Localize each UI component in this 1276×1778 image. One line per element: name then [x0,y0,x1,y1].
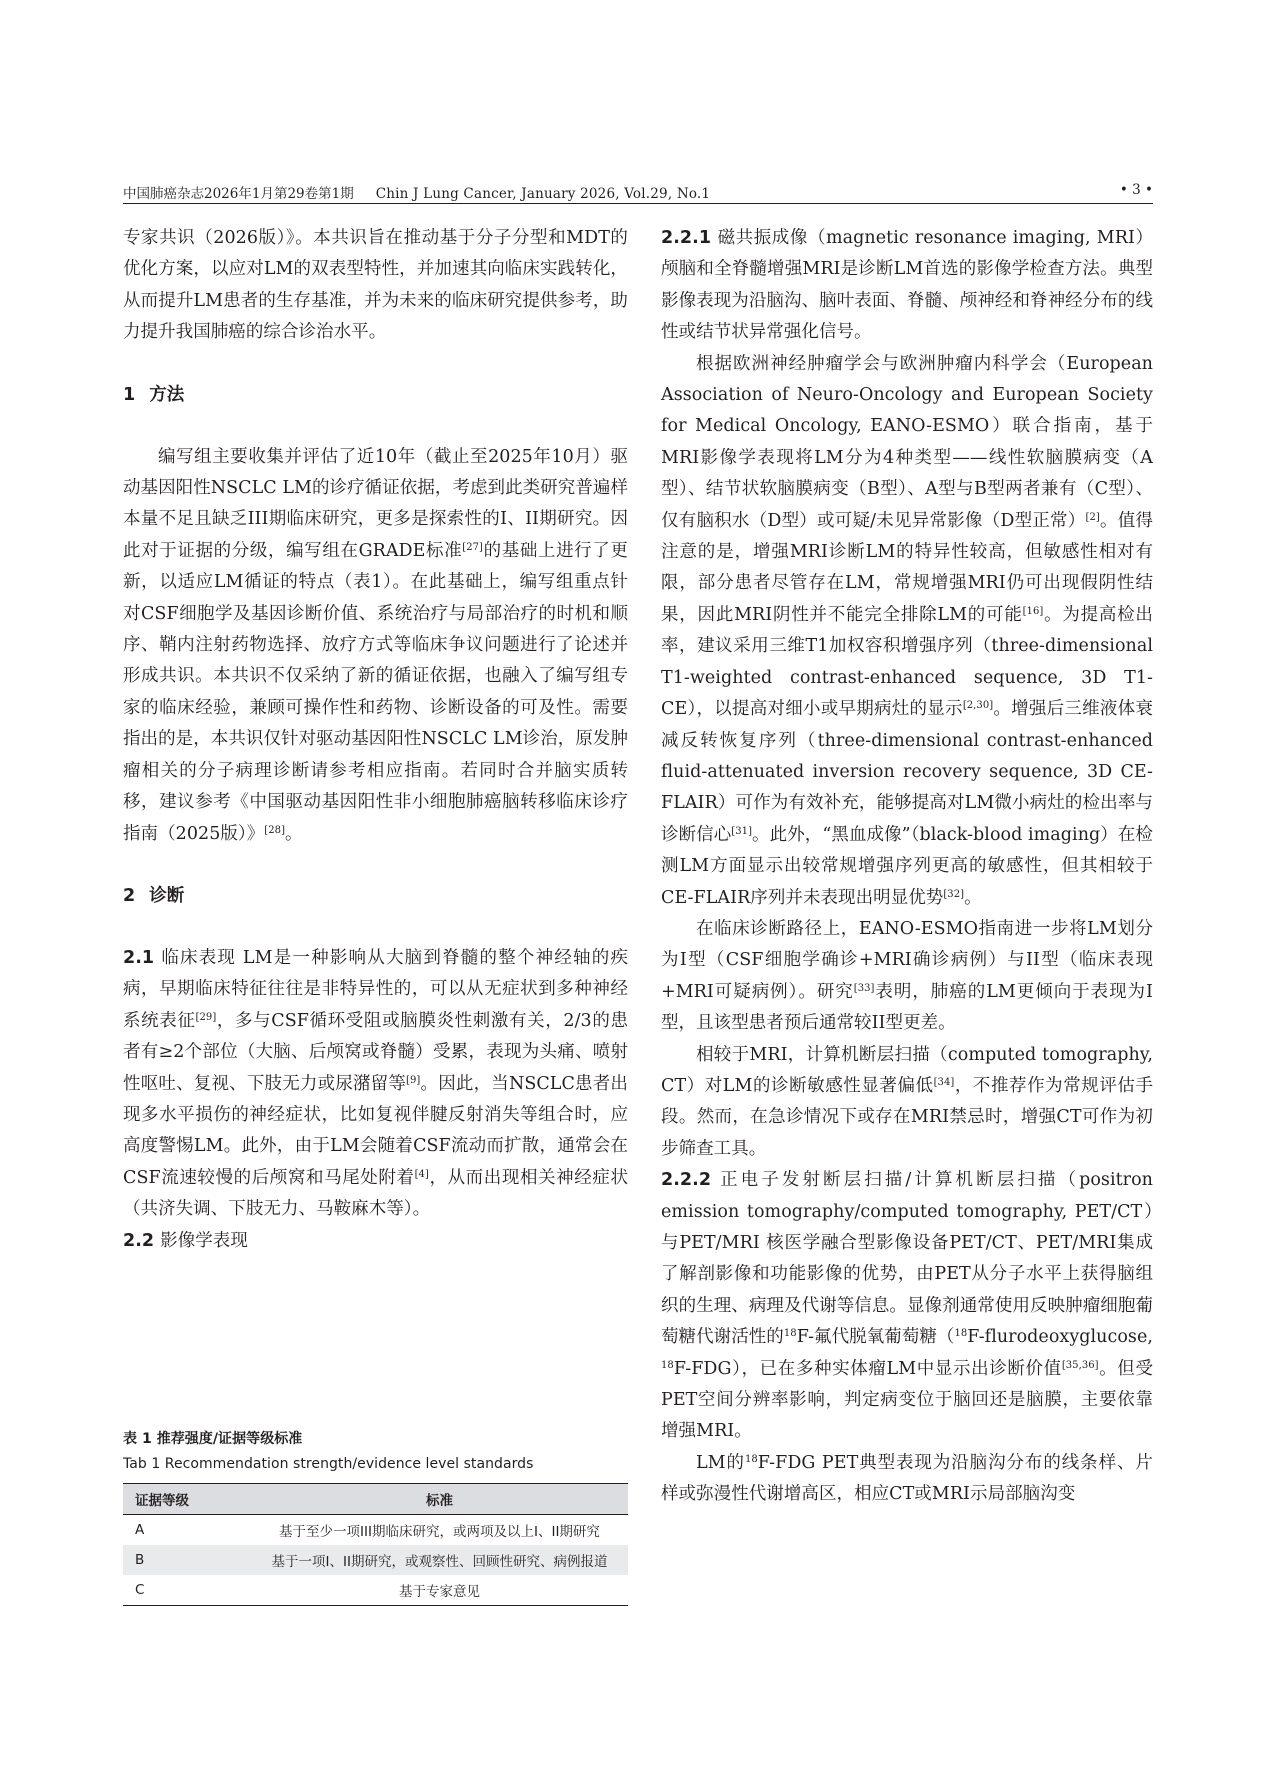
citation: [33] [853,982,875,994]
cell-level: B [135,1552,145,1568]
table-caption-en: Tab 1 Recommendation strength/evidence level standards [123,1456,534,1472]
subsection-2-1-title: 临床表现 [160,947,237,968]
citation: [29] [195,1011,217,1023]
mri-paragraph: 2.2.1 磁共振成像（magnetic resonance imaging, MRI） 颅脑和全脊髓增强MRI是诊断LM首选的影像学检查方法。典型影像表现为沿脑沟、脑叶表面、脊髓、颅神经和脊神经分布的线性或结节状异常强化信号。 [661,228,1153,343]
header-rule [123,203,1153,204]
citation: [4] [414,1168,429,1180]
running-header [123,182,1153,204]
header-standard: 标准 [251,1484,628,1515]
superscript: 18 [661,1359,674,1371]
table-row [123,1575,628,1606]
table-row [123,1515,628,1546]
cell-level: C [123,1575,251,1606]
table-header-row [123,1484,628,1515]
pathway-paragraph: 在临床诊断路径上，EANO-ESMO指南进一步将LM划分为I型（CSF细胞学确诊+MRI确诊病例）与II型（临床表现+MRI可疑病例）。研究[33]表明，肺癌的LM更倾向于表现为I型，且该型患者预后通常较II型更差。 [661,918,1153,1034]
citation: [32] [943,888,965,900]
right-column [661,223,1153,1511]
eano-paragraph: 根据欧洲神经肿瘤学会与欧洲肿瘤内科学会（European Association of Neuro-Oncology and European Society for Medical Oncology, EANO-ESMO）联合指南，基于MRI影像学表现将LM分为4种类型——线性软脑膜病变（A型）、结节状软脑膜病变（B型）、A型与B型两者兼有（C型）、仅有脑积水（D型）或可疑/未见异常影像（D型正常）[2]。值得注意的是，增强MRI诊断LM的特异性较高，但敏感性相对有限，部分患者尽管存在LM，常规增强MRI仍可出现假阴性结果，因此MRI阴性并不能完全排除LM的可能[16]。为提高检出率，建议采用三维T1加权容积增强序列（three-dimensional T1-weighted contrast-enhanced sequence, 3D T1-CE），以提高对细小或早期病灶的显示[2,30]。增强后三维液体衰减反转恢复序列（three-dimensional contrast-enhanced fluid-attenuated inversion recovery sequence, 3D CE-FLAIR）可作为有效补充，能够提高对LM微小病灶的检出率与诊断信心[31]。此外，“黑血成像”（black-blood imaging）在检测LM方面显示出较常规增强序列更高的敏感性，但其相较于CE-FLAIR序列并未表现出明显优势[32]。 [661,353,1153,908]
cell-level: A [135,1522,145,1538]
methods-paragraph: 编写组主要收集并评估了近10年（截止至2025年10月）驱动基因阳性NSCLC LM的诊疗循证依据，考虑到此类研究普遍样本量不足且缺乏III期临床研究，更多是探索性的I、II期研究。因此对于证据的分级，编写组在GRADE标准[27]的基础上进行了更新，以适应LM循证的特点（表1）。在此基础上，编写组重点针对CSF细胞学及基因诊断价值、系统治疗与局部治疗的时机和顺序、鞘内注射药物选择、放疗方式等临床争议问题进行了论述并形成共识。本共识不仅采纳了新的循证依据，也融入了编写组专家的临床经验，兼顾可操作性和药物、诊断设备的可及性。需要指出的是，本共识仅针对驱动基因阳性NSCLC LM诊治，原发肿瘤相关的分子病理诊断请参考相应指南。若同时合并脑实质转移，建议参考《中国驱动基因阳性非小细胞肺癌脑转移临床诊疗指南（2025版）》[28]。 [123,446,628,844]
section-1-heading: 1 方法 [123,384,185,405]
cell-standard: 基于一项I、II期研究，或观察性、回顾性研究、病例报道 [271,1554,608,1570]
subsection-2-2-heading: 2.2 影像学表现 [123,1230,248,1251]
table-row [123,1545,628,1575]
citation: [28] [264,824,286,836]
superscript: 18 [744,1453,758,1465]
citation: [9] [406,1074,421,1086]
ct-paragraph: 相较于MRI，计算机断层扫描（computed tomography, CT）对LM的诊断敏感性显著偏低[34]，不推荐作为常规评估手段。然而，在急诊情况下或存在MRI禁忌时，增强CT可作为初步筛查工具。 [661,1044,1153,1159]
cell-standard: 基于至少一项III期临床研究，或两项及以上I、II期研究 [279,1524,600,1540]
citation: [2] [1085,511,1100,523]
citation: [16] [1022,605,1044,617]
intro-paragraph: 专家共识（2026版）》。本共识旨在推动基于分子分型和MDT的优化方案，以应对LM的双表型特性，并加速其向临床实践转化，从而提升LM患者的生存基准，并为未来的临床研究提供参考，助力提升我国肺癌的综合诊治水平。 [123,228,628,343]
left-column [123,223,628,1257]
citation: [35,36] [1061,1359,1099,1371]
citation: [31] [731,825,753,837]
table-1 [123,1427,628,1606]
clinical-paragraph: 2.1 临床表现 LM是一种影响从大脑到脊髓的整个神经轴的疾病，早期临床特征往往是非特异性的，可以从无症状到多种神经系统表征[29]，多与CSF循环受阻或脑膜炎性刺激有关，2/3的患者有≥2个部位（大脑、后颅窝或脊髓）受累，表现为头痛、喷射性呕吐、复视、下肢无力或尿潴留等[9]。因此，当NSCLC患者出现多水平损伤的神经症状，比如复视伴腱反射消失等组合时，应高度警惕LM。此外，由于LM会随着CSF流动而扩散，通常会在CSF流速较慢的后颅窝和马尾处附着[4]，从而出现相关神经症状（共济失调、下肢无力、马鞍麻木等）。 [123,947,628,1220]
pet-paragraph: 2.2.2 正电子发射断层扫描/计算机断层扫描（positron emission tomography/computed tomography, PET/CT）与PET/MRI 核医学融合型影像设备PET/CT、PET/MRI集成了解剖影像和功能影像的优势，由PET从分子水平上获得脑组织的生理、病理及代谢等信息。显像剂通常使用反映肿瘤细胞葡萄糖代谢活性的$^{18}$F-氟代脱氧葡萄糖（$^{18}$F-flurodeoxyglucose, $^{18}$F-FDG），已在多种实体瘤LM中显示出诊断价值[35,36]。但受PET空间分辨率影响，判定病变位于脑回还是脑膜，主要依靠增强MRI。 [661,1170,1153,1442]
header-level: 证据等级 [123,1484,251,1515]
journal-name-en: Chin J Lung Cancer, January 2026, Vol.29, No.1 [375,186,711,202]
citation: [34] [933,1076,955,1088]
page-number: • 3 • [1119,182,1153,198]
fdg-paragraph: LM的$^{18}$F-FDG PET典型表现为沿脑沟分布的线条样、片样或弥漫性代谢增高区，相应CT或MRI示局部脑沟变 [661,1452,1153,1505]
citation: [2,30] [962,700,994,712]
table-caption-cn: 表 1 推荐强度/证据等级标准 [123,1431,303,1447]
citation: [27] [462,541,483,553]
superscript: 18 [783,1328,797,1340]
superscript: 18 [954,1328,968,1340]
evidence-table [123,1483,628,1606]
cell-standard: 基于专家意见 [251,1575,628,1606]
section-2-heading: 2 诊断 [123,885,185,906]
journal-name-cn: 中国肺癌杂志2026年1月第29卷第1期 [123,186,354,202]
journal-citation [123,182,710,202]
